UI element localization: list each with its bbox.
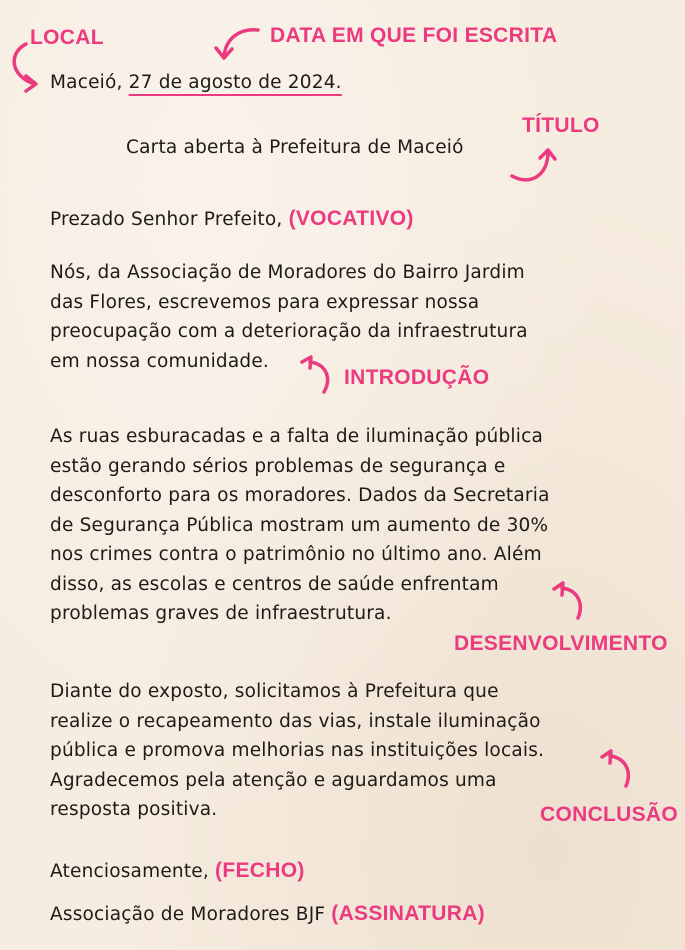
conclusion-line: pública e promova melhorias nas instituições locais. <box>50 740 545 761</box>
body-line: de Segurança Pública mostram um aumento de 30% <box>50 514 549 536</box>
label-data: DATA EM QUE FOI ESCRITA <box>270 24 558 47</box>
label-desenvolvimento: DESENVOLVIMENTO <box>454 632 668 655</box>
conclusion-line: Diante do exposto, solicitamos à Prefeitura que <box>50 681 499 702</box>
label-fecho: (FECHO) <box>215 859 305 882</box>
closing: Atenciosamente, <box>50 861 209 882</box>
salutation: Prezado Senhor Prefeito, <box>50 209 283 230</box>
body-line: estão gerando sérios problemas de segurança e <box>50 455 506 477</box>
intro-line: preocupação com a deterioração da infraestrutura <box>50 321 528 342</box>
intro-paragraph <box>50 258 528 376</box>
body-line: disso, as escolas e centros de saúde enfrentam <box>50 573 499 595</box>
conclusion-line: resposta positiva. <box>50 799 218 820</box>
date: 27 de agosto de 2024. <box>128 72 342 93</box>
body-line: nos crimes contra o patrimônio no último ano. Além <box>50 544 542 565</box>
salutation-line <box>50 204 414 235</box>
label-local: LOCAL <box>30 26 104 49</box>
intro-line: Nós, da Associação de Moradores do Bairro Jardim <box>50 262 525 283</box>
intro-line: das Flores, escrevemos para expressar nossa <box>50 291 480 313</box>
intro-line: em nossa comunidade. <box>50 350 270 372</box>
body-paragraph <box>50 422 550 629</box>
label-assinatura: (ASSINATURA) <box>331 902 485 925</box>
conclusion-paragraph <box>50 677 544 825</box>
label-introducao: INTRODUÇÃO <box>344 366 490 389</box>
label-vocativo: (VOCATIVO) <box>288 207 414 230</box>
letter-title: Carta aberta à Prefeitura de Maceió <box>126 137 464 158</box>
closing-line <box>50 856 305 887</box>
label-conclusao: CONCLUSÃO <box>540 803 679 826</box>
signature: Associação de Moradores BJF <box>50 904 326 925</box>
body-line: As ruas esburacadas e a falta de iluminação pública <box>50 426 543 447</box>
arrow-conclusao-icon <box>596 748 641 798</box>
signature-line <box>50 899 485 930</box>
conclusion-line: realize o recapeamento das vias, instale iluminação <box>50 710 541 732</box>
body-line: desconforto para os moradores. Dados da Secretaria <box>50 485 550 506</box>
place: Maceió, <box>50 72 129 93</box>
arrow-desenvolvimento-icon <box>548 580 593 630</box>
label-titulo: TÍTULO <box>522 114 600 137</box>
body-line: problemas graves de infraestrutura. <box>50 603 392 624</box>
conclusion-line: Agradecemos pela atenção e aguardamos uma <box>50 769 497 791</box>
arrow-titulo-icon <box>508 140 568 190</box>
date-line <box>50 68 342 98</box>
arrow-data-icon <box>210 22 270 72</box>
